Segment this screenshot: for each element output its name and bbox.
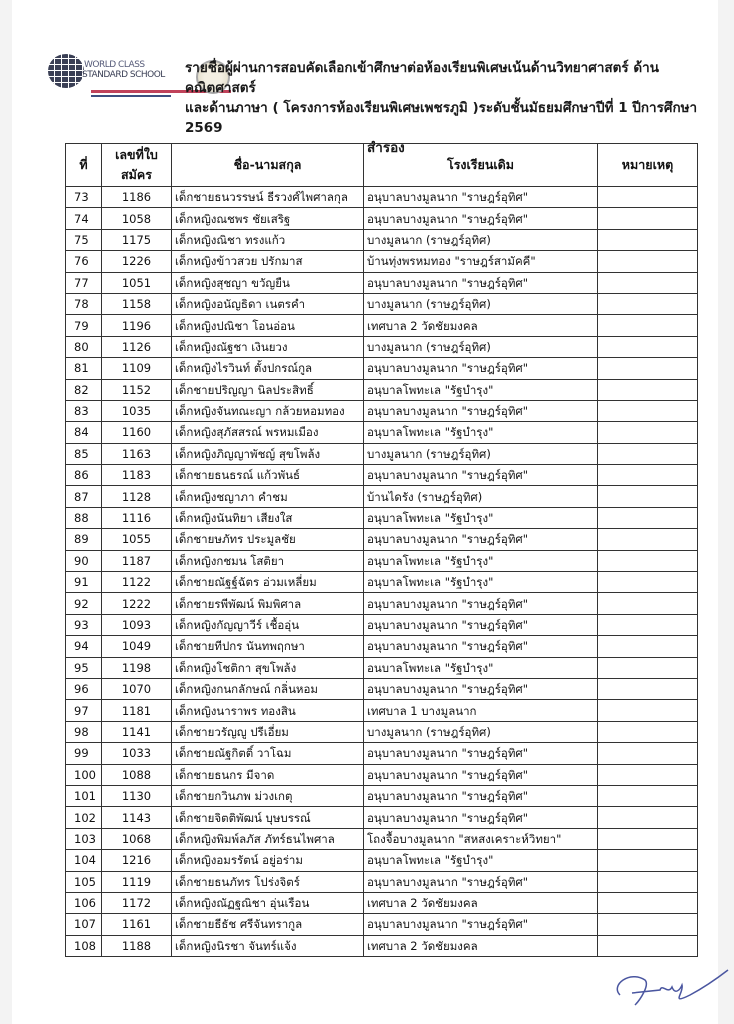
globe-icon (48, 54, 84, 88)
application-number: 1141 (102, 721, 172, 742)
previous-school: อนุบาลบางมูลนาก "ราษฎร์อุทิศ" (364, 871, 598, 892)
remarks (598, 507, 698, 528)
row-number: 102 (66, 807, 102, 828)
application-number: 1088 (102, 764, 172, 785)
remarks (598, 614, 698, 635)
previous-school: บางมูลนาก (ราษฎร์อุทิศ) (364, 336, 598, 357)
table-row (66, 743, 698, 764)
previous-school: อนุบาลบางมูลนาก "ราษฎร์อุทิศ" (364, 807, 598, 828)
remarks (598, 700, 698, 721)
application-number: 1128 (102, 486, 172, 507)
table-row (66, 422, 698, 443)
remarks (598, 764, 698, 785)
previous-school: อนุบาลโพทะเล "รัฐบำรุง" (364, 850, 598, 871)
row-number: 98 (66, 721, 102, 742)
table-row (66, 700, 698, 721)
student-name: เด็กชายวรัญญู ปรีเอี่ยม (172, 721, 364, 742)
title-line-1: รายชื่อผู้ผ่านการสอบคัดเลือกเข้าศึกษาต่อห้องเรียนพิเศษเน้นด้านวิทยาศาสตร์ ด้านคณิตศาสตร์ (185, 60, 659, 96)
logo-blue-bar (91, 95, 171, 97)
row-number: 89 (66, 529, 102, 550)
remarks (598, 293, 698, 314)
previous-school: อนุบาลโพทะเล "รัฐบำรุง" (364, 507, 598, 528)
previous-school: เทศบาล 2 วัดชัยมงคล (364, 935, 598, 956)
student-name: เด็กชายธนวรรษน์ ธีรวงศ์ไพศาลกุล (172, 187, 364, 208)
row-number: 80 (66, 336, 102, 357)
table-row (66, 550, 698, 571)
student-name: เด็กชายษภัทร ประมูลชัย (172, 529, 364, 550)
remarks (598, 593, 698, 614)
student-name: เด็กหญิงสุชญา ขวัญยืน (172, 272, 364, 293)
table-row (66, 208, 698, 229)
application-number: 1033 (102, 743, 172, 764)
application-number: 1119 (102, 871, 172, 892)
document-header (0, 44, 734, 156)
remarks (598, 828, 698, 849)
application-number: 1122 (102, 572, 172, 593)
application-number: 1070 (102, 678, 172, 699)
table-row (66, 636, 698, 657)
student-name: เด็กหญิงอนัญธิดา เนตรคำ (172, 293, 364, 314)
table-row (66, 871, 698, 892)
school-logo (46, 54, 186, 98)
table-row (66, 315, 698, 336)
row-number: 90 (66, 550, 102, 571)
application-number: 1116 (102, 507, 172, 528)
remarks (598, 443, 698, 464)
remarks (598, 272, 698, 293)
remarks (598, 336, 698, 357)
table-row (66, 935, 698, 956)
student-name: เด็กหญิงชญาภา คำชม (172, 486, 364, 507)
student-name: เด็กชายปริญญา นิลประสิทธิ์ (172, 379, 364, 400)
remarks (598, 315, 698, 336)
previous-school: อนุบาลโพทะเล "รัฐบำรุง" (364, 379, 598, 400)
logo-text-line1: WORLD CLASS (84, 60, 145, 70)
student-name: เด็กหญิงกัญญาวีร์ เชื้ออุ่น (172, 614, 364, 635)
previous-school: อนุบาลบางมูลนาก "ราษฎร์อุทิศ" (364, 636, 598, 657)
student-name: เด็กชายรพีพัฒน์ พิมพิศาล (172, 593, 364, 614)
remarks (598, 807, 698, 828)
remarks (598, 935, 698, 956)
table-row (66, 657, 698, 678)
remarks (598, 529, 698, 550)
table-header-row (66, 144, 698, 187)
student-name: เด็กหญิงณิชา ทรงแก้ว (172, 229, 364, 250)
student-name: เด็กหญิงณชพร ชัยเสริฐ (172, 208, 364, 229)
student-name: เด็กชายจิตติพัฒน์ บุษบรรณ์ (172, 807, 364, 828)
previous-school: บ้านทุ่งพรหมทอง "ราษฎร์สามัคคี" (364, 251, 598, 272)
row-number: 76 (66, 251, 102, 272)
application-number: 1183 (102, 465, 172, 486)
application-number: 1196 (102, 315, 172, 336)
application-number: 1051 (102, 272, 172, 293)
row-number: 87 (66, 486, 102, 507)
application-number: 1222 (102, 593, 172, 614)
student-name: เด็กหญิงข้าวสวย ปรักมาส (172, 251, 364, 272)
previous-school: เทศบาล 2 วัดชัยมงคล (364, 892, 598, 913)
table-row (66, 507, 698, 528)
row-number: 97 (66, 700, 102, 721)
previous-school: บางมูลนาก (ราษฎร์อุทิศ) (364, 293, 598, 314)
application-number: 1126 (102, 336, 172, 357)
application-number: 1035 (102, 400, 172, 421)
previous-school: อนุบาลบางมูลนาก "ราษฎร์อุทิศ" (364, 187, 598, 208)
row-number: 99 (66, 743, 102, 764)
table-row (66, 229, 698, 250)
table-row (66, 721, 698, 742)
previous-school: อนุบาลบางมูลนาก "ราษฎร์อุทิศ" (364, 272, 598, 293)
student-name: เด็กหญิงจันทณะญา กล้วยหอมทอง (172, 400, 364, 421)
previous-school: อนุบาลบางมูลนาก "ราษฎร์อุทิศ" (364, 593, 598, 614)
application-number: 1152 (102, 379, 172, 400)
remarks (598, 465, 698, 486)
application-number: 1172 (102, 892, 172, 913)
column-header-remarks: หมายเหตุ (598, 144, 698, 187)
student-name: เด็กชายธนกร มีจาด (172, 764, 364, 785)
column-header-application-no: เลขที่ใบสมัคร (102, 144, 172, 187)
row-number: 106 (66, 892, 102, 913)
row-number: 86 (66, 465, 102, 486)
logo-text-line2: STANDARD SCHOOL (82, 70, 165, 80)
table-row (66, 251, 698, 272)
student-name: เด็กหญิงสุภัสสรณ์ พรหมเมือง (172, 422, 364, 443)
student-name: เด็กหญิงกนกลักษณ์ กลิ่นหอม (172, 678, 364, 699)
previous-school: อนุบาลบางมูลนาก "ราษฎร์อุทิศ" (364, 465, 598, 486)
table-row (66, 614, 698, 635)
column-header-no: ที่ (66, 144, 102, 187)
row-number: 105 (66, 871, 102, 892)
application-number: 1163 (102, 443, 172, 464)
student-name: เด็กชายกวินภพ ม่วงเกตุ (172, 785, 364, 806)
table-row (66, 785, 698, 806)
row-number: 81 (66, 358, 102, 379)
table-row (66, 764, 698, 785)
previous-school: อนุบาลบางมูลนาก "ราษฎร์อุทิศ" (364, 400, 598, 421)
student-name: เด็กชายธีธัช ศรีจันทรากูล (172, 914, 364, 935)
previous-school: อนุบาลบางมูลนาก "ราษฎร์อุทิศ" (364, 764, 598, 785)
table-row (66, 828, 698, 849)
application-number: 1058 (102, 208, 172, 229)
table-row (66, 465, 698, 486)
remarks (598, 422, 698, 443)
table-row (66, 336, 698, 357)
table-row (66, 486, 698, 507)
application-number: 1160 (102, 422, 172, 443)
row-number: 93 (66, 614, 102, 635)
remarks (598, 572, 698, 593)
table-row (66, 187, 698, 208)
previous-school: อนุบาลโพทะเล "รัฐบำรุง" (364, 550, 598, 571)
student-name: เด็กหญิงอมรรัตน์ อยู่อร่าม (172, 850, 364, 871)
previous-school: อนุบาลบางมูลนาก "ราษฎร์อุทิศ" (364, 743, 598, 764)
application-number: 1143 (102, 807, 172, 828)
table-row (66, 572, 698, 593)
application-number: 1216 (102, 850, 172, 871)
table-row (66, 358, 698, 379)
row-number: 108 (66, 935, 102, 956)
row-number: 73 (66, 187, 102, 208)
student-name: เด็กหญิงนันทิยา เสียงใส (172, 507, 364, 528)
student-name: เด็กหญิงพิมพ์ลภัส ภัทร์ธนไพศาล (172, 828, 364, 849)
application-number: 1186 (102, 187, 172, 208)
row-number: 100 (66, 764, 102, 785)
remarks (598, 358, 698, 379)
table-row (66, 379, 698, 400)
application-number: 1068 (102, 828, 172, 849)
previous-school: เทศบาล 2 วัดชัยมงคล (364, 315, 598, 336)
student-name: เด็กหญิงนาราพร ทองสิน (172, 700, 364, 721)
row-number: 96 (66, 678, 102, 699)
column-header-school: โรงเรียนเดิม (364, 144, 598, 187)
remarks (598, 743, 698, 764)
student-name: เด็กหญิงโชติกา สุขโพล้ง (172, 657, 364, 678)
remarks (598, 785, 698, 806)
student-name: เด็กหญิงไรวินท์ ตั้งปกรณ์กูล (172, 358, 364, 379)
remarks (598, 871, 698, 892)
row-number: 77 (66, 272, 102, 293)
previous-school: โถงจื้อบางมูลนาก "สหสงเคราะห์วิทยา" (364, 828, 598, 849)
student-name: เด็กหญิงณัฐชา เงินยวง (172, 336, 364, 357)
row-number: 94 (66, 636, 102, 657)
remarks (598, 229, 698, 250)
row-number: 85 (66, 443, 102, 464)
table-row (66, 892, 698, 913)
student-name: เด็กชายธนภัทร โปร่งจิตร์ (172, 871, 364, 892)
row-number: 92 (66, 593, 102, 614)
table-row (66, 914, 698, 935)
remarks (598, 187, 698, 208)
student-name: เด็กหญิงปณิชา โอนอ่อน (172, 315, 364, 336)
previous-school: บางมูลนาก (ราษฎร์อุทิศ) (364, 721, 598, 742)
table-row (66, 807, 698, 828)
application-number: 1175 (102, 229, 172, 250)
previous-school: บางมูลนาก (ราษฎร์อุทิศ) (364, 443, 598, 464)
row-number: 82 (66, 379, 102, 400)
student-name: เด็กหญิงกชมน โสติยา (172, 550, 364, 571)
row-number: 88 (66, 507, 102, 528)
application-number: 1109 (102, 358, 172, 379)
table-row (66, 529, 698, 550)
row-number: 83 (66, 400, 102, 421)
column-header-name: ชื่อ-นามสกุล (172, 144, 364, 187)
application-number: 1181 (102, 700, 172, 721)
remarks (598, 892, 698, 913)
student-name: เด็กชายทีปกร นันทพฤกษา (172, 636, 364, 657)
remarks (598, 721, 698, 742)
table-row (66, 272, 698, 293)
application-number: 1198 (102, 657, 172, 678)
remarks (598, 400, 698, 421)
signature (610, 965, 730, 1010)
application-number: 1055 (102, 529, 172, 550)
application-number: 1188 (102, 935, 172, 956)
previous-school: อนุบาลบางมูลนาก "ราษฎร์อุทิศ" (364, 914, 598, 935)
remarks (598, 251, 698, 272)
table-row (66, 850, 698, 871)
student-name: เด็กชายณัฐฐ์ฉัตร อ่วมเหลี่ยม (172, 572, 364, 593)
remarks (598, 486, 698, 507)
student-name: เด็กหญิงนิรชา จันทร์แจ้ง (172, 935, 364, 956)
remarks (598, 657, 698, 678)
row-number: 95 (66, 657, 102, 678)
row-number: 84 (66, 422, 102, 443)
previous-school: อนุบาลโพทะเล "รัฐบำรุง" (364, 422, 598, 443)
previous-school: บางมูลนาก (ราษฎร์อุทิศ) (364, 229, 598, 250)
application-number: 1161 (102, 914, 172, 935)
row-number: 104 (66, 850, 102, 871)
row-number: 107 (66, 914, 102, 935)
row-number: 79 (66, 315, 102, 336)
previous-school: อนบาลโพทะเล "รัฐบำรุง" (364, 657, 598, 678)
title-line-3: สำรอง (367, 140, 405, 156)
application-number: 1093 (102, 614, 172, 635)
remarks (598, 636, 698, 657)
remarks (598, 550, 698, 571)
application-number: 1049 (102, 636, 172, 657)
results-table (65, 143, 698, 957)
student-name: เด็กหญิงภิญญาพัชญ์ สุขโพล้ง (172, 443, 364, 464)
application-number: 1226 (102, 251, 172, 272)
row-number: 101 (66, 785, 102, 806)
student-name: เด็กหญิงณัฏฐณิชา อุ่นเรือน (172, 892, 364, 913)
application-number: 1158 (102, 293, 172, 314)
student-name: เด็กชายณัฐกิตติ์ วาโฉม (172, 743, 364, 764)
student-name: เด็กชายธนธรณ์ แก้วพันธ์ (172, 465, 364, 486)
table-row (66, 443, 698, 464)
application-number: 1130 (102, 785, 172, 806)
previous-school: อนุบาลบางมูลนาก "ราษฎร์อุทิศ" (364, 529, 598, 550)
previous-school: อนุบาลบางมูลนาก "ราษฎร์อุทิศ" (364, 614, 598, 635)
previous-school: อนุบาลบางมูลนาก "ราษฎร์อุทิศ" (364, 208, 598, 229)
remarks (598, 208, 698, 229)
table-body (66, 187, 698, 957)
remarks (598, 850, 698, 871)
table-row (66, 593, 698, 614)
remarks (598, 379, 698, 400)
table-row (66, 400, 698, 421)
remarks (598, 914, 698, 935)
application-number: 1187 (102, 550, 172, 571)
title-line-2: และด้านภาษา ( โครงการห้องเรียนพิเศษเพชรภูมิ )ระดับชั้นมัธยมศึกษาปีที่ 1 ปีการศึกษา 2569 (185, 100, 698, 136)
table-row (66, 678, 698, 699)
previous-school: อนุบาลบางมูลนาก "ราษฎร์อุทิศ" (364, 785, 598, 806)
remarks (598, 678, 698, 699)
previous-school: อนุบาลบางมูลนาก "ราษฎร์อุทิศ" (364, 358, 598, 379)
row-number: 91 (66, 572, 102, 593)
previous-school: บ้านไดรัง (ราษฎร์อุทิศ) (364, 486, 598, 507)
previous-school: อนุบาลบางมูลนาก "ราษฎร์อุทิศ" (364, 678, 598, 699)
table-row (66, 293, 698, 314)
row-number: 78 (66, 293, 102, 314)
row-number: 75 (66, 229, 102, 250)
row-number: 74 (66, 208, 102, 229)
previous-school: เทศบาล 1 บางมูลนาก (364, 700, 598, 721)
previous-school: อนุบาลโพทะเล "รัฐบำรุง" (364, 572, 598, 593)
row-number: 103 (66, 828, 102, 849)
